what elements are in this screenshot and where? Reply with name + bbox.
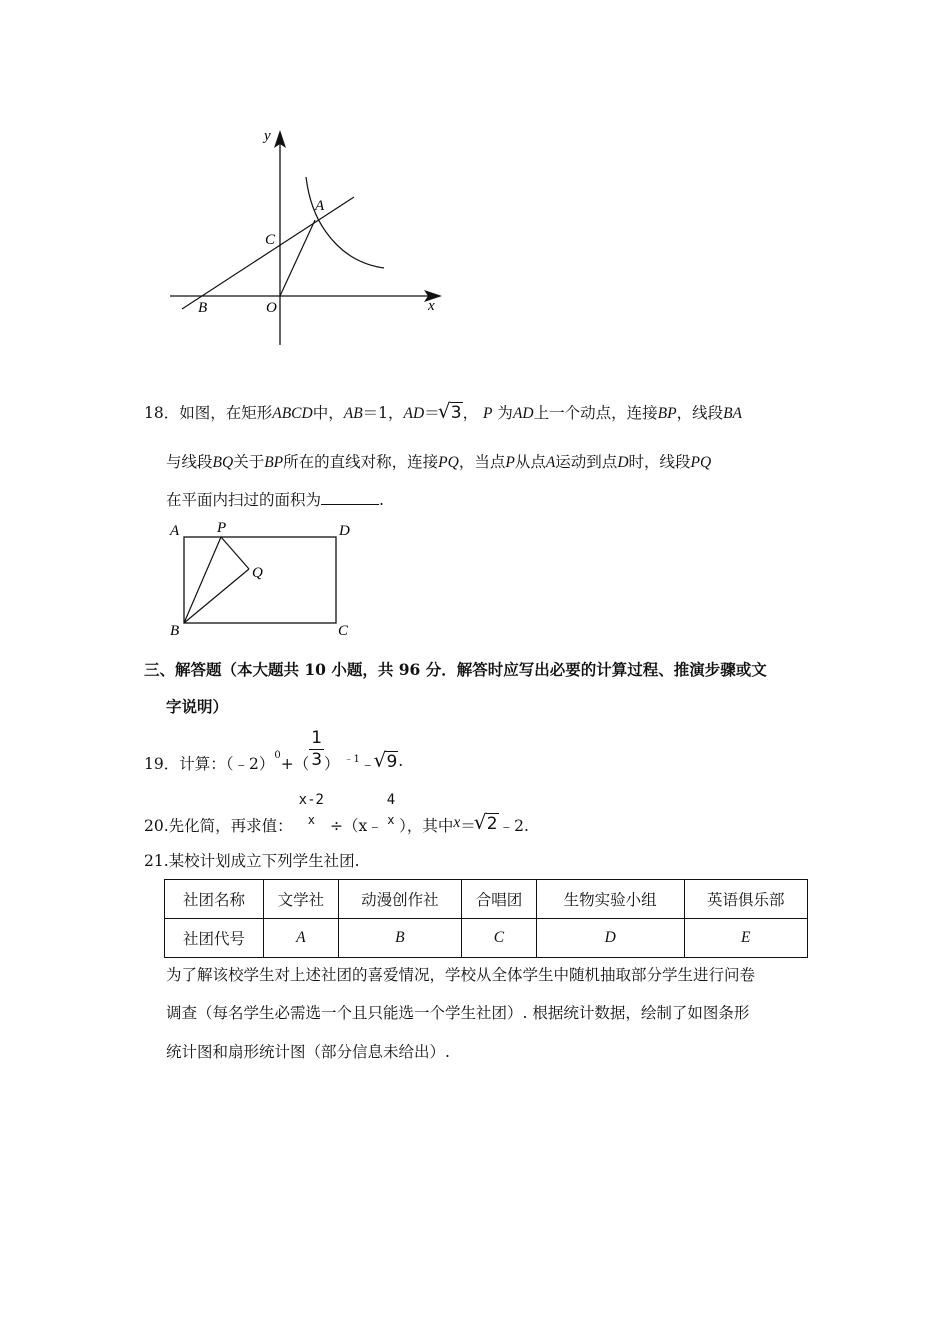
line-bca [182, 197, 354, 309]
pq-label-2: PQ [690, 454, 712, 471]
clubs-table [164, 879, 808, 958]
q19 [144, 728, 403, 774]
rect-name: ABCD [272, 405, 313, 422]
d-label: D [617, 454, 629, 471]
q20-frac1 [297, 790, 326, 830]
q20-tail: ﹣2. [498, 817, 529, 835]
q18-text: 与线段 [166, 453, 213, 471]
label-d: D [339, 523, 350, 539]
q19-end: . [398, 752, 404, 770]
q18-text: 为 [497, 404, 513, 422]
q18-text: 中， [312, 404, 344, 422]
q18-line2 [166, 450, 711, 472]
q18-text: 关于 [233, 453, 265, 471]
q20-prefix: 20.先化简，再求值： [144, 817, 293, 835]
table-cell: B [338, 919, 461, 958]
label-o: O [266, 300, 277, 316]
q18-text: ， [462, 404, 479, 422]
label-a: A [170, 523, 180, 539]
table-cell: 文学社 [264, 880, 339, 919]
q21-paragraph-line3: 统计图和扇形统计图（部分信息未给出）. [166, 1043, 450, 1061]
q20-eq: ＝ [460, 817, 476, 835]
frac2-den: x [387, 813, 395, 827]
table-cell: 英语俱乐部 [684, 880, 807, 919]
table-cell: 动漫创作社 [338, 880, 461, 919]
q19-close: ） [324, 755, 340, 773]
q19-prefix: 19．计算：（﹣2） [144, 755, 275, 773]
frac2-num: 4 [386, 792, 396, 808]
bp-label-2: BP [264, 454, 284, 471]
a-label: A [545, 454, 556, 471]
ba-label: BA [723, 405, 743, 422]
p-label: P [483, 405, 493, 422]
label-c: C [338, 623, 349, 639]
label-b: B [170, 623, 180, 639]
q18-text: ＝ [424, 404, 440, 422]
segment-bp [184, 537, 221, 623]
q18-text: . [379, 491, 384, 509]
table-cell: D [536, 919, 684, 958]
q20-frac2 [385, 790, 397, 830]
coordinate-figure [160, 120, 460, 355]
ad-label-2: AD [512, 405, 534, 422]
bq-label: BQ [212, 454, 234, 471]
q19-minus: ﹣ [359, 755, 376, 773]
q19-plus: +（ [280, 755, 310, 773]
sqrt-3: √ 3 [440, 403, 463, 423]
sqrt-9: √ 9 [375, 752, 398, 772]
q20 [144, 790, 529, 836]
segment-bq [184, 569, 249, 623]
q18-text: ，线段 [676, 404, 724, 422]
segment-pq [221, 537, 249, 569]
answer-blank[interactable] [321, 490, 379, 505]
rectangle-figure [160, 515, 360, 640]
q18-text: ，当点 [458, 453, 506, 471]
label-b: B [198, 300, 208, 316]
label-q: Q [252, 565, 263, 581]
p-label-2: P [505, 454, 515, 471]
section3-heading: 三、解答题（本大题共 10 小题，共 96 分．解答时应写出必要的计算过程、推演步骤或文 [144, 660, 767, 679]
label-y: y [264, 128, 271, 144]
q18-text: 时，线段 [628, 453, 691, 471]
label-c: C [265, 232, 276, 248]
segment-oa [280, 220, 315, 296]
q20-x: x [453, 814, 461, 831]
q18-text: 在平面内扫过的面积为 [166, 491, 322, 509]
table-row [165, 880, 808, 919]
sqrt-2: √ 2 [476, 814, 499, 834]
ab-label: AB [343, 405, 363, 422]
frac-den: 3 [311, 750, 323, 770]
q18-text: 运动到点 [555, 453, 618, 471]
q18-text: 如图，在矩形 [179, 404, 273, 422]
q18-text: 从点 [514, 453, 546, 471]
q18-line1 [144, 401, 742, 423]
q21-paragraph-line2: 调查（每名学生必需选一个且只能选一个学生社团）. 根据统计数据，绘制了如图条形 [166, 1004, 750, 1022]
frac1-den: x [307, 813, 315, 827]
table-cell: 社团代号 [165, 919, 264, 958]
hyperbola-curve [306, 177, 384, 268]
q18-text: 所在的直线对称，连接 [283, 453, 439, 471]
q20-close: ），其中 [399, 817, 454, 835]
q20-div: ÷（x﹣ [329, 817, 383, 835]
q21-intro: 21.某校计划成立下列学生社团. [144, 852, 360, 870]
q18-line3 [166, 488, 384, 510]
q18-text: 上一个动点，连接 [533, 404, 658, 422]
label-x: x [428, 298, 435, 314]
bp-label: BP [657, 405, 677, 422]
table-cell: E [684, 919, 807, 958]
table-cell: 社团名称 [165, 880, 264, 919]
pq-label: PQ [438, 454, 459, 471]
section3-heading-cont: 字说明） [166, 697, 229, 716]
q19-exp-neg1: ﹣1 [343, 754, 360, 765]
table-row [165, 919, 808, 958]
label-a: A [315, 198, 325, 214]
frac1-num: x-2 [298, 792, 324, 808]
label-p: P [217, 520, 227, 536]
table-cell: 合唱团 [462, 880, 537, 919]
q21-paragraph-line1: 为了解该校学生对上述社团的喜爱情况，学校从全体学生中随机抽取部分学生进行问卷 [166, 966, 756, 984]
table-cell: C [462, 919, 537, 958]
q18-text: ＝1， [362, 404, 404, 422]
q19-exp0: 0 [274, 750, 281, 761]
q18-number: 18． [144, 404, 180, 422]
ad-label: AD [403, 405, 425, 422]
frac-num: 1 [311, 728, 323, 748]
q19-fraction [309, 728, 324, 771]
table-cell: A [264, 919, 339, 958]
table-cell: 生物实验小组 [536, 880, 684, 919]
